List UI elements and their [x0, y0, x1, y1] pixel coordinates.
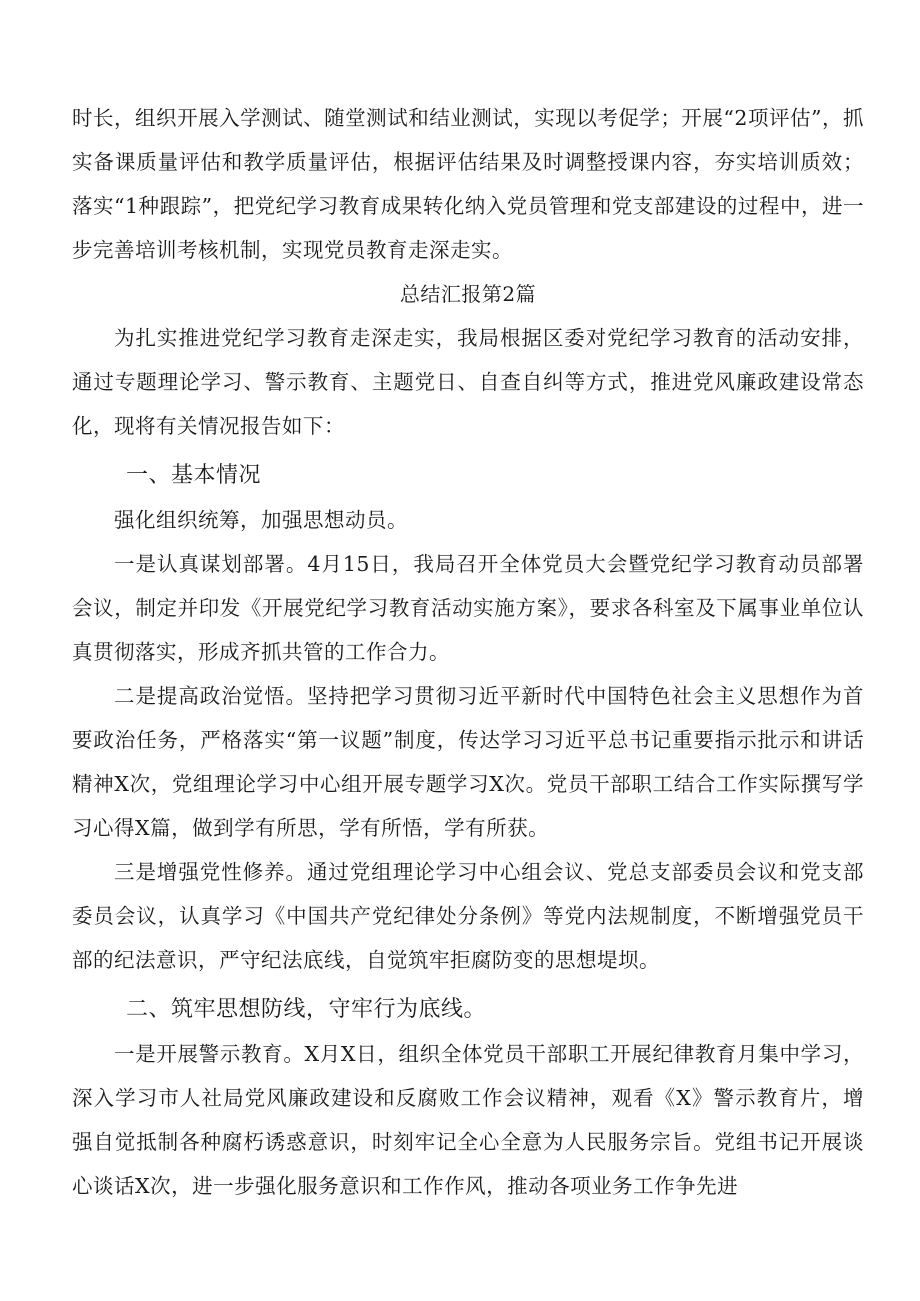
intro-paragraph: 为扎实推进党纪学习教育走深走实，我局根据区委对党纪学习教育的活动安排，通过专题理论学习、警示教育、主题党日、自查自纠等方式，推进党风廉政建设常态化，现将有关情况报告如下： — [72, 326, 864, 438]
section-1-lead: 强化组织统筹，加强思想动员。 — [114, 508, 408, 532]
continuation-paragraph: 时长，组织开展入学测试、随堂测试和结业测试，实现以考促学；开展“2项评估”，抓实备课质量评估和教学质量评估，根据评估结果及时调整授课内容，夯实培训质效；落实“1种跟踪”，把党纪学习教育成果转化纳入党员管理和党支部建设的过程中，进一步完善培训考核机制，实现党员教育走深走实。 — [72, 106, 864, 262]
document-page — [72, 96, 864, 1208]
section-2-paragraph-1: 一是开展警示教育。X月X日，组织全体党员干部职工开展纪律教育月集中学习，深入学习市人社局党风廉政建设和反腐败工作会议精神，观看《X》警示教育片，增强自觉抵制各种腐朽诱惑意识，时刻牢记全心全意为人民服务宗旨。党组书记开展谈心谈话X次，进一步强化服务意识和工作作风，推动各项业务工作争先进 — [72, 1042, 864, 1198]
section-2-heading: 二、筑牢思想防线，守牢行为底线。 — [126, 997, 487, 1022]
section-1-paragraph-3: 三是增强党性修养。通过党组理论学习中心组会议、党总支部委员会议和党支部委员会议，认真学习《中国共产党纪律处分条例》等党内法规制度，不断增强党员干部的纪法意识，严守纪法底线，自觉筑牢拒腐防变的思想堤坝。 — [72, 860, 864, 972]
section-1-paragraph-2: 二是提高政治觉悟。坚持把学习贯彻习近平新时代中国特色社会主义思想作为首要政治任务，严格落实“第一议题”制度，传达学习习近平总书记重要指示批示和讲话精神X次，党组理论学习中心组开展专题学习X次。党员干部职工结合工作实际撰写学习心得X篇，做到学有所思，学有所悟，学有所获。 — [72, 684, 864, 840]
section-1-heading: 一、基本情况 — [126, 463, 262, 488]
document-title: 总结汇报第2篇 — [399, 282, 537, 306]
section-1-paragraph-1: 一是认真谋划部署。4月15日，我局召开全体党员大会暨党纪学习教育动员部署会议，制定并印发《开展党纪学习教育活动实施方案》，要求各科室及下属事业单位认真贯彻落实，形成齐抓共管的工作合力。 — [72, 552, 864, 664]
